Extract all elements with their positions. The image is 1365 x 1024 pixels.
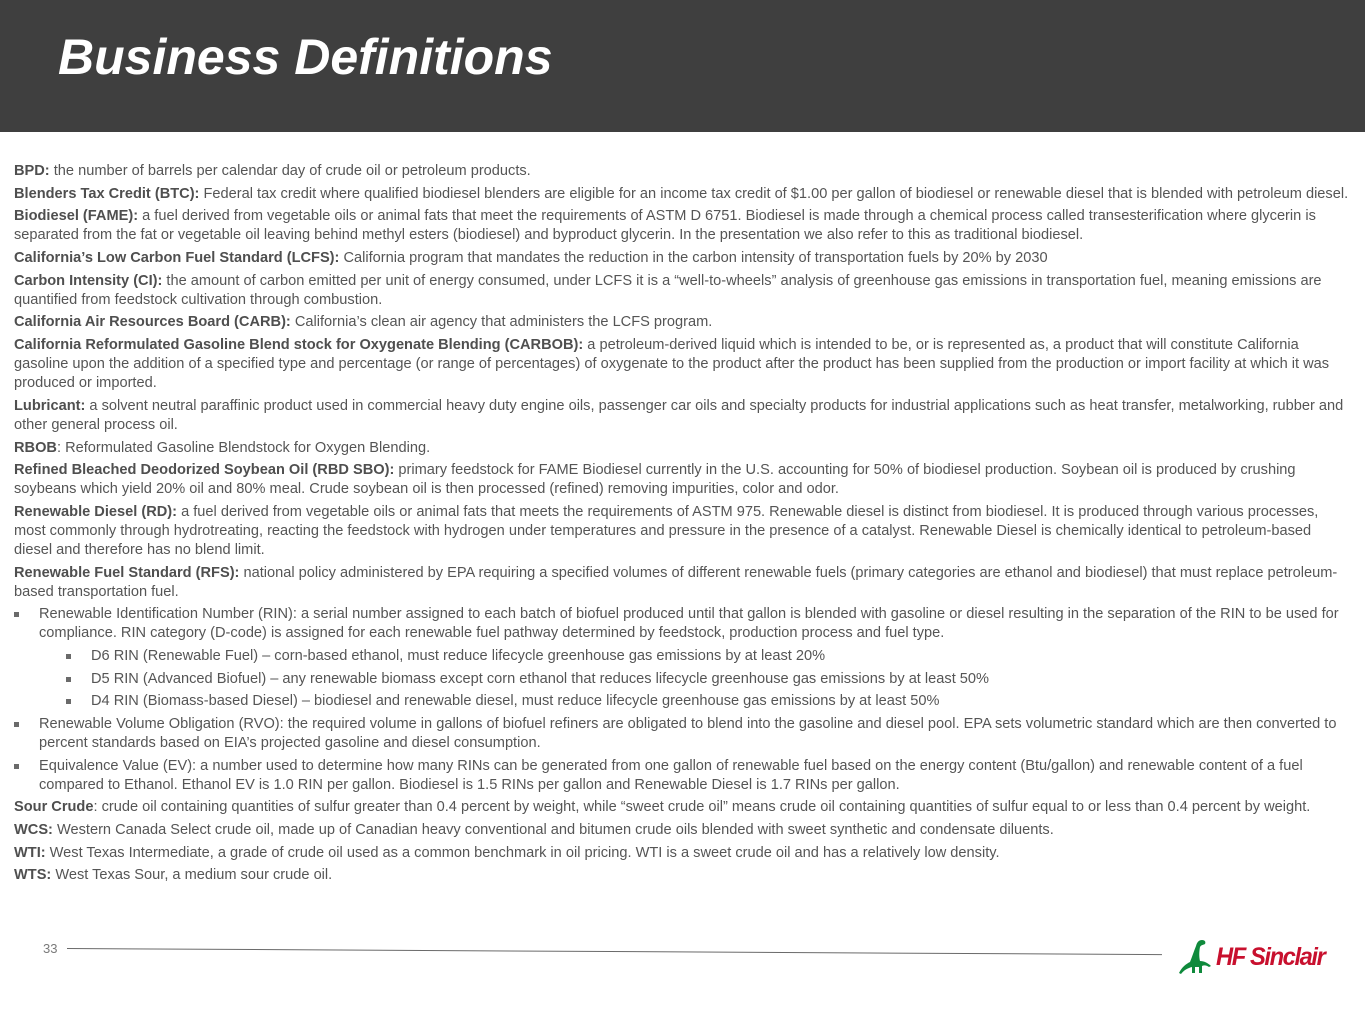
- definition-text: : Reformulated Gasoline Blendstock for Oxygen Blending.: [56, 439, 431, 456]
- definition-lubricant: [14, 397, 1352, 435]
- definition-rd: [14, 503, 1352, 560]
- definition-term: Blenders Tax Credit (BTC):: [14, 185, 200, 202]
- bullet-square-icon: [14, 764, 19, 769]
- definition-term: Sour Crude: [14, 799, 94, 816]
- bullet-square-icon: [66, 654, 71, 659]
- definition-term: WCS:: [14, 822, 53, 839]
- bullet-ev: [14, 757, 1352, 795]
- definition-text: the amount of carbon emitted per unit of energy consumed, under LCFS it is a “well-to-wheels” analysis of greenhouse gas emissions in transportation fuel, meaning emissions are quantified from feedstock cultivation through combustion.: [14, 272, 1322, 308]
- definition-text: West Texas Intermediate, a grade of crude oil used as a common benchmark in oil pricing. WTI is a sweet crude oil and has a relatively low density.: [45, 844, 1000, 861]
- definition-text: a solvent neutral paraffinic product used in commercial heavy duty engine oils, passenger car oils and specialty products for industrial applications such as heat transfer, metalworking, rubber and other general process oil.: [14, 397, 1344, 433]
- definition-text: : crude oil containing quantities of sulfur greater than 0.4 percent by weight, while “sweet crude oil” means crude oil containing quantities of sulfur equal to or less than 0.4 percent by weight.: [93, 799, 1311, 816]
- bullet-text: D5 RIN (Advanced Biofuel) – any renewable biomass except corn ethanol that reduces lifecycle greenhouse gas emissions by at least 50%: [91, 670, 990, 687]
- definition-carbob: [14, 336, 1352, 393]
- definition-text: a petroleum-derived liquid which is intended to be, or is represented as, a product that will constitute California gasoline upon the addition of a specified type and percentage (or range of percentages) of oxygenate to the product after the product has been supplied from the production or import facility at which it was produced or imported.: [14, 337, 1330, 392]
- bullet-text: Equivalence Value (EV): a number used to determine how many RINs can be generated from one gallon of renewable fuel based on the energy content (Btu/gallon) and renewable content of a fuel compared to Ethanol. Ethanol EV is 1.0 RIN per gallon. Biodiesel is 1.5 RINs per gallon and Renewable Diesel is 1.7 RINs per gallon.: [39, 757, 1303, 793]
- brand-wordmark: HF Sinclair: [1216, 943, 1325, 971]
- definition-term: Biodiesel (FAME):: [14, 208, 139, 225]
- definition-text: a fuel derived from vegetable oils or animal fats that meets the requirements of ASTM 975. Renewable diesel is distinct from biodiesel. It is produced through various processes, most commonly through hydrotreating, reacting the feedstock with hydrogen under temperatures and pressure in the presence of a catalyst. Renewable Diesel is chemically identical to petroleum-based diesel and therefore has no blend limit.: [14, 503, 1319, 558]
- definition-term: WTS:: [14, 867, 52, 884]
- bullet-square-icon: [14, 612, 19, 617]
- definition-btc: [14, 185, 1352, 204]
- definition-term: WTI:: [14, 844, 46, 861]
- sub-bullet-d6: [14, 647, 1352, 666]
- bullet-text: D4 RIN (Biomass-based Diesel) – biodiesel and renewable diesel, must reduce lifecycle greenhouse gas emissions by at least 50%: [91, 693, 940, 710]
- definition-term: Lubricant:: [14, 397, 86, 414]
- definition-text: primary feedstock for FAME Biodiesel currently in the U.S. accounting for 50% of biodiesel production. Soybean oil is produced by crushing soybeans which yield 20% oil and 80% meal. Crude soybean oil is then processed (refined) removing impurities, color and odor.: [14, 462, 1296, 498]
- page-title: Business Definitions: [58, 29, 553, 85]
- footer-divider: [67, 948, 1162, 955]
- definition-rfs: [14, 564, 1352, 602]
- definition-term: California Reformulated Gasoline Blend stock for Oxygenate Blending (CARBOB):: [14, 337, 584, 354]
- definitions-list: [14, 162, 1352, 889]
- sub-bullet-d5: [14, 670, 1352, 689]
- definition-rbd-sbo: [14, 461, 1352, 499]
- hf-sinclair-logo: [1178, 937, 1328, 975]
- definition-biodiesel: [14, 207, 1352, 245]
- definition-text: the number of barrels per calendar day of crude oil or petroleum products.: [49, 163, 531, 179]
- definition-wti: [14, 844, 1352, 863]
- bullet-text: Renewable Identification Number (RIN): a serial number assigned to each batch of biofuel produced until that gallon is blended with gasoline or diesel resulting in the separation of the RIN to be used for compliance. RIN category (D-code) is assigned for each renewable fuel pathway determined by feedstock, production process and fuel type.: [39, 606, 1339, 642]
- definition-term: Renewable Fuel Standard (RFS):: [14, 564, 240, 581]
- definition-text: national policy administered by EPA requiring a specified volumes of different renewable fuels (primary categories are ethanol and biodiesel) that must replace petroleum-based transportation fuel.: [14, 564, 1338, 600]
- definition-carb: [14, 313, 1352, 332]
- definition-term: Refined Bleached Deodorized Soybean Oil (RBD SBO):: [14, 462, 395, 479]
- definition-term: Renewable Diesel (RD):: [14, 503, 178, 520]
- bullet-rin: [14, 605, 1352, 643]
- definition-bpd: [14, 162, 1352, 181]
- definition-text: California’s clean air agency that administers the LCFS program.: [290, 314, 713, 331]
- slide-header: [0, 0, 1365, 132]
- bullet-text: Renewable Volume Obligation (RVO): the required volume in gallons of biofuel refiners are obligated to blend into the gasoline and diesel pool. EPA sets volumetric standard which are then converted to percent standards based on EIA’s projected gasoline and diesel consumption.: [39, 716, 1337, 751]
- definition-sour-crude: [14, 798, 1352, 817]
- definition-ci: [14, 272, 1352, 310]
- bullet-square-icon: [66, 699, 71, 704]
- sub-bullet-d4: [14, 692, 1352, 711]
- definition-text: a fuel derived from vegetable oils or animal fats that meet the requirements of ASTM D 6751. Biodiesel is made through a chemical process called transesterification where glycerin is separated from the fat or vegetable oil leaving behind methyl esters (biodiesel) and byproduct glycerin. In the presentation we also refer to this as traditional biodiesel.: [14, 208, 1316, 244]
- definition-text: California program that mandates the reduction in the carbon intensity of transportation fuels by 20% by 2030: [339, 250, 1048, 267]
- definition-lcfs: [14, 249, 1352, 268]
- page-number: 33: [43, 941, 58, 956]
- definition-wts: [14, 866, 1352, 885]
- bullet-square-icon: [66, 677, 71, 682]
- definition-text: Federal tax credit where qualified biodiesel blenders are eligible for an income tax credit of $1.00 per gallon of biodiesel or renewable diesel that is blended with petroleum diesel.: [199, 185, 1349, 202]
- definition-term: BPD:: [14, 163, 50, 179]
- definition-text: West Texas Sour, a medium sour crude oil.: [51, 867, 333, 884]
- definition-term: RBOB: [14, 439, 57, 456]
- definition-rbob: [14, 439, 1352, 458]
- definition-term: California Air Resources Board (CARB):: [14, 314, 291, 331]
- definition-term: California’s Low Carbon Fuel Standard (LCFS):: [14, 250, 340, 267]
- bullet-square-icon: [14, 722, 19, 727]
- definition-wcs: [14, 821, 1352, 840]
- bullet-text: D6 RIN (Renewable Fuel) – corn-based ethanol, must reduce lifecycle greenhouse gas emissions by at least 20%: [91, 647, 826, 664]
- definition-term: Carbon Intensity (CI):: [14, 272, 163, 289]
- definition-text: Western Canada Select crude oil, made up of Canadian heavy conventional and bitumen crude oils blended with sweet synthetic and condensate diluents.: [52, 822, 1054, 839]
- bullet-rvo: [14, 715, 1352, 753]
